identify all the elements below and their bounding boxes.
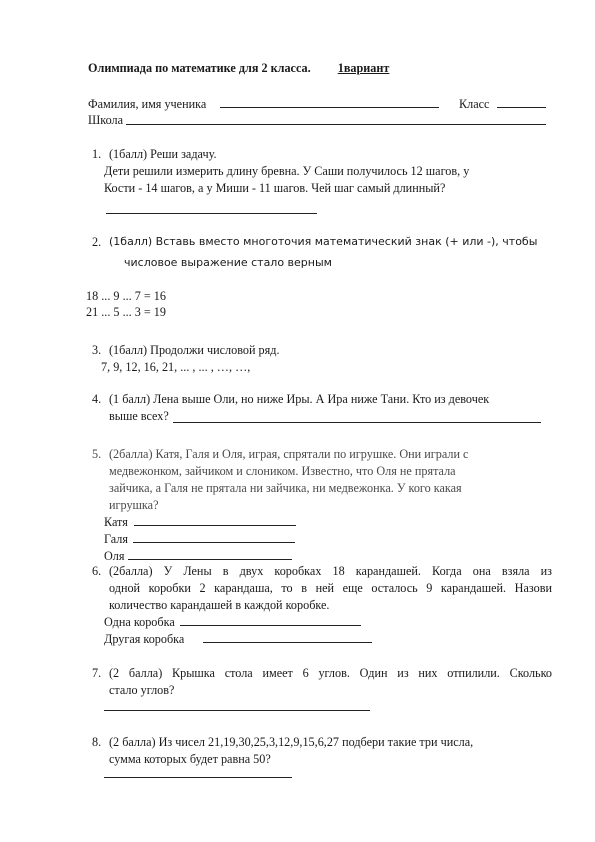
- question-text: сумма которых будет равна 50?: [109, 752, 271, 766]
- question-number: 8.: [92, 735, 102, 749]
- question-text: выше всех?: [109, 409, 169, 423]
- number-sequence: 7, 9, 12, 16, 21, ... , ... , …, …,: [101, 360, 251, 374]
- question-text: медвежонком, зайчиком и слоником. Известно, что Оля не прятала: [109, 464, 456, 478]
- question-text: (1балл) Продолжи числовой ряд.: [109, 343, 280, 357]
- question-text: (2 балла) Из чисел 21,19,30,25,3,12,9,15,6,27 подбери такие три числа,: [109, 735, 474, 749]
- question-number: 3.: [92, 343, 102, 357]
- answer-label: Галя: [104, 532, 128, 546]
- answer-line: [203, 642, 372, 643]
- math-expression: 21 ... 5 ... 3 = 19: [86, 305, 166, 319]
- title-text: Олимпиада по математике для 2 класса.: [88, 61, 311, 75]
- answer-line: [133, 542, 295, 543]
- answer-line: [134, 525, 296, 526]
- question-number: 6.: [92, 564, 102, 578]
- question-text: (1балл) Реши задачу.: [109, 147, 217, 161]
- answer-line: [180, 625, 361, 626]
- question-text: (2балла) У Лены в двух коробках 18 карандашей. Когда она взяла из: [109, 564, 552, 578]
- question-text: числовое выражение стало верным: [124, 256, 332, 269]
- question-number: 4.: [92, 392, 102, 406]
- answer-line: [104, 777, 292, 778]
- question-text: зайчика, а Галя не прятала ни зайчика, ни медвежонка. У кого какая: [109, 481, 462, 495]
- school-answer-line: [126, 124, 546, 125]
- question-number: 7.: [92, 666, 102, 680]
- question-text: (1 балл) Лена выше Оли, но ниже Иры. А Ира ниже Тани. Кто из девочек: [109, 392, 490, 406]
- question-text: (1балл) Вставь вместо многоточия математический знак (+ или -), чтобы: [109, 235, 538, 248]
- question-text: (2балла) Катя, Галя и Оля, играя, спрятали по игрушке. Они играли с: [109, 447, 469, 461]
- answer-line: [173, 422, 541, 423]
- question-text: Кости - 14 шагов, а у Миши - 11 шагов. Чей шаг самый длинный?: [104, 181, 446, 195]
- answer-label: Оля: [104, 549, 125, 563]
- answer-line: [128, 559, 292, 560]
- question-text: количество карандашей в каждой коробке.: [109, 598, 330, 612]
- math-expression: 18 ... 9 ... 7 = 16: [86, 289, 166, 303]
- answer-line: [104, 710, 370, 711]
- worksheet-title: [88, 60, 389, 76]
- question-text: (2 балла) Крышка стола имеет 6 углов. Один из них отпилили. Сколько: [109, 666, 552, 680]
- question-number: 5.: [92, 447, 102, 461]
- variant-label: 1вариант: [337, 61, 390, 75]
- answer-label: Другая коробка: [104, 632, 185, 646]
- answer-label: Одна коробка: [104, 615, 175, 629]
- question-number: 2.: [92, 235, 102, 249]
- name-label: Фамилия, имя ученика: [88, 97, 207, 111]
- answer-label: Катя: [104, 515, 128, 529]
- question-text: одной коробки 2 карандаша, то в ней еще осталось 9 карандашей. Назови: [109, 581, 552, 595]
- question-text: стало углов?: [109, 683, 175, 697]
- question-text: игрушка?: [109, 498, 159, 512]
- name-answer-line: [220, 107, 439, 108]
- school-label: Школа: [88, 113, 124, 127]
- class-label: Класс: [459, 97, 490, 111]
- question-text: Дети решили измерить длину бревна. У Саши получилось 12 шагов, у: [104, 164, 470, 178]
- question-number: 1.: [92, 147, 102, 161]
- class-answer-line: [497, 107, 546, 108]
- answer-line: [106, 213, 317, 214]
